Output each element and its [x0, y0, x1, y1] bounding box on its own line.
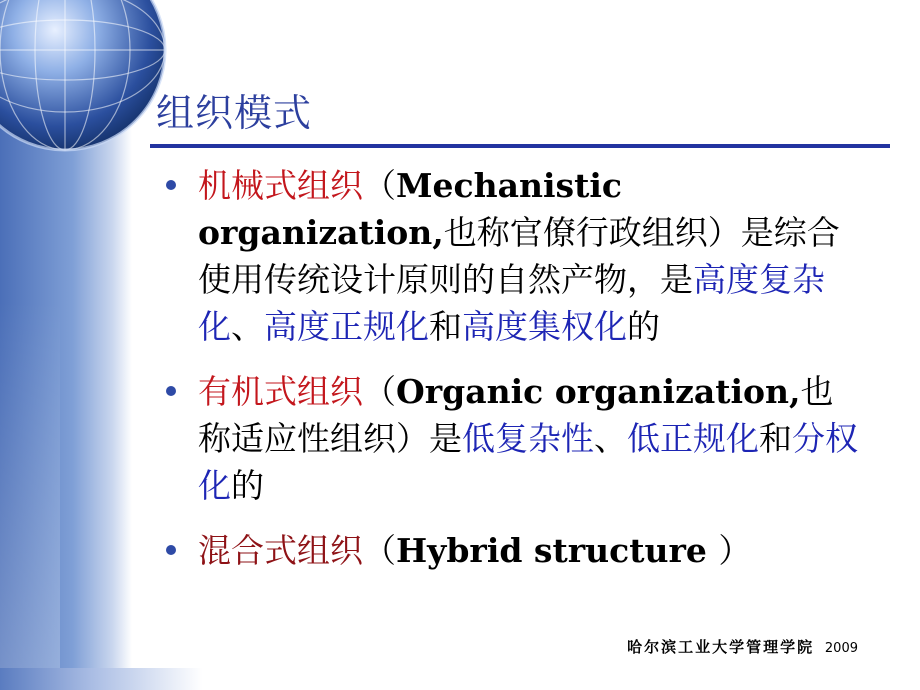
footer: [627, 636, 858, 657]
bullet-text-segment: 混合式组织: [198, 531, 363, 570]
bullet-text-segment: 有机式组织: [198, 372, 363, 411]
bullet-text-segment: 高度集权化: [462, 307, 627, 346]
bullet-text-segment: ）: [718, 531, 752, 570]
bullet-dot-icon: [166, 545, 176, 555]
bullet-text-segment: 的: [231, 466, 264, 505]
bullet-text-segment: Hybrid structure: [396, 531, 719, 570]
slide-title: 组织模式: [156, 91, 313, 135]
bullet-text-segment: 和: [759, 419, 792, 458]
bullet-dot-icon: [166, 386, 176, 396]
bullet-list: [166, 162, 866, 574]
bullet-item: [166, 527, 866, 574]
globe-icon: [0, 0, 170, 155]
bullet-text-segment: 、: [231, 307, 264, 346]
bullet-text-segment: 也称适应性组织）是: [198, 372, 834, 458]
bullet-text-segment: （: [363, 166, 396, 205]
bullet-text-segment: 机械式组织: [198, 166, 363, 205]
bullet-text-segment: 和: [429, 307, 462, 346]
bullet-item: [166, 368, 866, 509]
title-underline: [150, 144, 890, 148]
footer-institution: 哈尔滨工业大学管理学院: [627, 638, 815, 656]
bullet-text-segment: 分权化: [198, 419, 858, 505]
bullet-text-segment: 、: [594, 419, 627, 458]
bullet-text-segment: 低正规化: [627, 419, 759, 458]
bullet-dot-icon: [166, 180, 176, 190]
bullet-item: [166, 162, 866, 350]
bullet-text-segment: 高度正规化: [264, 307, 429, 346]
bullet-text-segment: 低复杂性: [462, 419, 594, 458]
bullet-text-segment: （: [363, 531, 396, 570]
bullet-text-segment: Organic organization,: [396, 372, 801, 411]
bullet-text-segment: Mechanistic organization,: [198, 166, 622, 252]
bullet-text-segment: 也称官僚行政组织）是综合使用传统设计原则的自然产物，是: [198, 213, 840, 299]
bullet-text-segment: 高度复杂化: [198, 260, 825, 346]
left-band-highlight: [0, 300, 60, 690]
bottom-decorative-strip: [0, 668, 920, 690]
bullet-text-segment: （: [363, 372, 396, 411]
footer-year: 2009: [824, 641, 858, 656]
bullet-text-segment: 的: [627, 307, 660, 346]
